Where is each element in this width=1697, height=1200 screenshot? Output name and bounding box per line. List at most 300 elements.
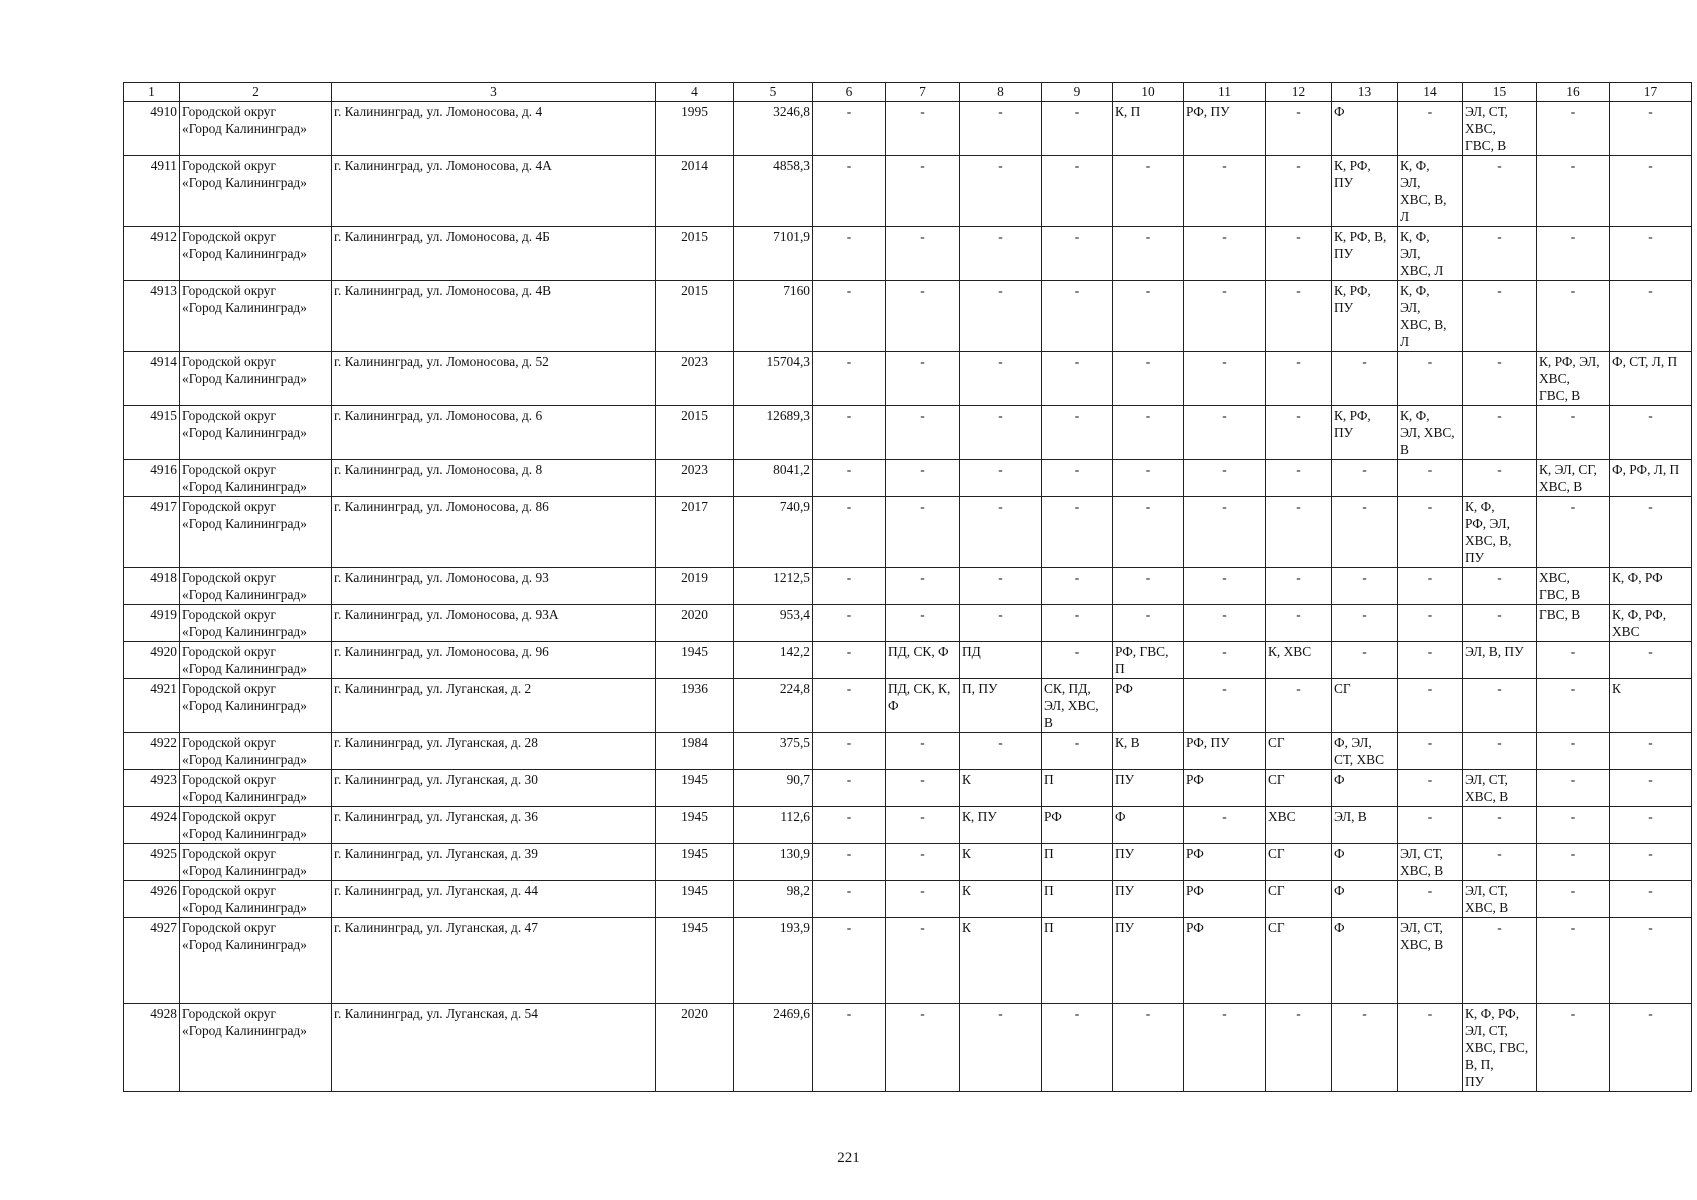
column-number-7: 7: [886, 83, 960, 102]
cell-col-16: -: [1537, 642, 1610, 679]
cell-col-14: -: [1398, 460, 1463, 497]
page-number: 221: [837, 1150, 860, 1166]
cell-col-12: -: [1266, 281, 1332, 352]
cell-col-16: ХВС, ГВС, В: [1537, 568, 1610, 605]
cell-col-4: 2019: [656, 568, 734, 605]
table-row: [124, 679, 1692, 733]
cell-col-8: -: [960, 605, 1042, 642]
cell-col-13: -: [1332, 642, 1398, 679]
cell-col-10: -: [1113, 605, 1184, 642]
cell-col-6: -: [813, 281, 886, 352]
cell-col-4: 1945: [656, 770, 734, 807]
cell-col-16: -: [1537, 497, 1610, 568]
cell-col-7: -: [886, 1004, 960, 1092]
cell-col-11: РФ: [1184, 770, 1266, 807]
column-number-14: 14: [1398, 83, 1463, 102]
column-number-4: 4: [656, 83, 734, 102]
cell-col-5: 8041,2: [734, 460, 813, 497]
cell-col-13: К, РФ, ПУ: [1332, 156, 1398, 227]
cell-col-3: г. Калининград, ул. Ломоносова, д. 4Б: [332, 227, 656, 281]
cell-col-12: -: [1266, 679, 1332, 733]
cell-col-2: Городской округ «Город Калининград»: [180, 497, 332, 568]
cell-col-2: Городской округ «Город Калининград»: [180, 281, 332, 352]
cell-col-14: -: [1398, 568, 1463, 605]
cell-col-16: К, РФ, ЭЛ, ХВС, ГВС, В: [1537, 352, 1610, 406]
cell-col-5: 193,9: [734, 918, 813, 1004]
cell-col-14: -: [1398, 642, 1463, 679]
cell-col-1: 4917: [124, 497, 180, 568]
column-number-row: [124, 83, 1692, 102]
cell-col-4: 2023: [656, 352, 734, 406]
cell-col-8: -: [960, 1004, 1042, 1092]
cell-col-4: 1945: [656, 844, 734, 881]
cell-col-14: -: [1398, 352, 1463, 406]
cell-col-17: -: [1610, 844, 1692, 881]
cell-col-13: -: [1332, 497, 1398, 568]
cell-col-12: -: [1266, 227, 1332, 281]
table-row: [124, 102, 1692, 156]
table-row: [124, 642, 1692, 679]
table-row: [124, 460, 1692, 497]
cell-col-17: -: [1610, 881, 1692, 918]
cell-col-3: г. Калининград, ул. Луганская, д. 39: [332, 844, 656, 881]
cell-col-14: -: [1398, 770, 1463, 807]
cell-col-13: К, РФ, ПУ: [1332, 406, 1398, 460]
cell-col-2: Городской округ «Город Калининград»: [180, 918, 332, 1004]
cell-col-12: -: [1266, 352, 1332, 406]
cell-col-15: ЭЛ, В, ПУ: [1463, 642, 1537, 679]
cell-col-9: -: [1042, 102, 1113, 156]
table-row: [124, 807, 1692, 844]
cell-col-12: -: [1266, 1004, 1332, 1092]
cell-col-4: 2015: [656, 406, 734, 460]
cell-col-13: Ф: [1332, 881, 1398, 918]
cell-col-5: 3246,8: [734, 102, 813, 156]
cell-col-12: -: [1266, 102, 1332, 156]
cell-col-17: -: [1610, 102, 1692, 156]
cell-col-7: -: [886, 733, 960, 770]
cell-col-11: -: [1184, 156, 1266, 227]
cell-col-8: К, ПУ: [960, 807, 1042, 844]
cell-col-4: 1984: [656, 733, 734, 770]
cell-col-13: Ф: [1332, 918, 1398, 1004]
cell-col-15: ЭЛ, СТ, ХВС, В: [1463, 881, 1537, 918]
cell-col-1: 4924: [124, 807, 180, 844]
cell-col-1: 4927: [124, 918, 180, 1004]
cell-col-14: -: [1398, 679, 1463, 733]
cell-col-3: г. Калининград, ул. Ломоносова, д. 6: [332, 406, 656, 460]
cell-col-2: Городской округ «Город Калининград»: [180, 844, 332, 881]
cell-col-3: г. Калининград, ул. Луганская, д. 36: [332, 807, 656, 844]
cell-col-8: -: [960, 568, 1042, 605]
cell-col-10: -: [1113, 460, 1184, 497]
cell-col-11: -: [1184, 227, 1266, 281]
cell-col-17: -: [1610, 497, 1692, 568]
cell-col-14: К, Ф, ЭЛ, ХВС, В: [1398, 406, 1463, 460]
cell-col-9: П: [1042, 844, 1113, 881]
column-number-1: 1: [124, 83, 180, 102]
cell-col-7: ПД, СК, Ф: [886, 642, 960, 679]
column-number-2: 2: [180, 83, 332, 102]
cell-col-10: РФ, ГВС, П: [1113, 642, 1184, 679]
cell-col-10: -: [1113, 227, 1184, 281]
cell-col-2: Городской округ «Город Калининград»: [180, 460, 332, 497]
cell-col-9: -: [1042, 227, 1113, 281]
cell-col-4: 1936: [656, 679, 734, 733]
table-row: [124, 156, 1692, 227]
cell-col-11: РФ: [1184, 844, 1266, 881]
cell-col-11: -: [1184, 642, 1266, 679]
column-number-17: 17: [1610, 83, 1692, 102]
cell-col-3: г. Калининград, ул. Ломоносова, д. 93А: [332, 605, 656, 642]
cell-col-6: -: [813, 406, 886, 460]
cell-col-5: 7160: [734, 281, 813, 352]
cell-col-6: -: [813, 642, 886, 679]
cell-col-9: -: [1042, 733, 1113, 770]
cell-col-7: -: [886, 227, 960, 281]
cell-col-1: 4918: [124, 568, 180, 605]
cell-col-17: -: [1610, 642, 1692, 679]
cell-col-16: -: [1537, 770, 1610, 807]
cell-col-7: -: [886, 406, 960, 460]
cell-col-15: -: [1463, 352, 1537, 406]
cell-col-4: 1945: [656, 881, 734, 918]
cell-col-12: -: [1266, 156, 1332, 227]
cell-col-6: -: [813, 352, 886, 406]
cell-col-17: К: [1610, 679, 1692, 733]
cell-col-2: Городской округ «Город Калининград»: [180, 770, 332, 807]
cell-col-12: -: [1266, 568, 1332, 605]
cell-col-6: -: [813, 770, 886, 807]
cell-col-15: -: [1463, 844, 1537, 881]
cell-col-4: 2015: [656, 281, 734, 352]
cell-col-8: -: [960, 352, 1042, 406]
cell-col-15: -: [1463, 605, 1537, 642]
cell-col-11: -: [1184, 352, 1266, 406]
cell-col-16: -: [1537, 102, 1610, 156]
cell-col-7: -: [886, 918, 960, 1004]
cell-col-14: -: [1398, 807, 1463, 844]
cell-col-1: 4915: [124, 406, 180, 460]
cell-col-4: 1945: [656, 642, 734, 679]
cell-col-8: -: [960, 227, 1042, 281]
cell-col-6: -: [813, 102, 886, 156]
cell-col-3: г. Калининград, ул. Луганская, д. 54: [332, 1004, 656, 1092]
cell-col-16: -: [1537, 679, 1610, 733]
cell-col-16: -: [1537, 807, 1610, 844]
cell-col-13: -: [1332, 1004, 1398, 1092]
cell-col-6: -: [813, 881, 886, 918]
cell-col-12: -: [1266, 605, 1332, 642]
cell-col-1: 4911: [124, 156, 180, 227]
cell-col-1: 4920: [124, 642, 180, 679]
cell-col-3: г. Калининград, ул. Луганская, д. 30: [332, 770, 656, 807]
cell-col-6: -: [813, 807, 886, 844]
cell-col-9: -: [1042, 497, 1113, 568]
cell-col-1: 4925: [124, 844, 180, 881]
table-row: [124, 881, 1692, 918]
cell-col-14: К, Ф, ЭЛ, ХВС, Л: [1398, 227, 1463, 281]
cell-col-1: 4912: [124, 227, 180, 281]
cell-col-16: -: [1537, 844, 1610, 881]
cell-col-16: -: [1537, 281, 1610, 352]
cell-col-9: -: [1042, 156, 1113, 227]
cell-col-8: -: [960, 406, 1042, 460]
cell-col-7: -: [886, 807, 960, 844]
cell-col-16: -: [1537, 406, 1610, 460]
cell-col-7: -: [886, 281, 960, 352]
cell-col-5: 2469,6: [734, 1004, 813, 1092]
cell-col-10: ПУ: [1113, 770, 1184, 807]
cell-col-14: ЭЛ, СТ, ХВС, В: [1398, 844, 1463, 881]
cell-col-7: -: [886, 770, 960, 807]
cell-col-15: -: [1463, 733, 1537, 770]
column-number-13: 13: [1332, 83, 1398, 102]
cell-col-17: -: [1610, 807, 1692, 844]
cell-col-7: -: [886, 605, 960, 642]
cell-col-14: -: [1398, 1004, 1463, 1092]
cell-col-13: СГ: [1332, 679, 1398, 733]
cell-col-9: -: [1042, 642, 1113, 679]
column-number-6: 6: [813, 83, 886, 102]
cell-col-6: -: [813, 1004, 886, 1092]
cell-col-14: -: [1398, 102, 1463, 156]
table-row: [124, 918, 1692, 1004]
cell-col-9: -: [1042, 460, 1113, 497]
cell-col-6: -: [813, 227, 886, 281]
cell-col-13: -: [1332, 460, 1398, 497]
table-row: [124, 497, 1692, 568]
cell-col-15: -: [1463, 281, 1537, 352]
cell-col-11: -: [1184, 497, 1266, 568]
cell-col-7: -: [886, 352, 960, 406]
cell-col-2: Городской округ «Город Калининград»: [180, 1004, 332, 1092]
cell-col-2: Городской округ «Город Калининград»: [180, 881, 332, 918]
cell-col-2: Городской округ «Город Калининград»: [180, 642, 332, 679]
cell-col-6: -: [813, 679, 886, 733]
cell-col-1: 4914: [124, 352, 180, 406]
cell-col-10: РФ: [1113, 679, 1184, 733]
table-row: [124, 406, 1692, 460]
cell-col-7: -: [886, 102, 960, 156]
cell-col-3: г. Калининград, ул. Луганская, д. 28: [332, 733, 656, 770]
table-row: [124, 770, 1692, 807]
cell-col-15: ЭЛ, СТ, ХВС, ГВС, В: [1463, 102, 1537, 156]
cell-col-10: Ф: [1113, 807, 1184, 844]
table-row: [124, 844, 1692, 881]
cell-col-17: -: [1610, 733, 1692, 770]
register-sheet: [123, 82, 1680, 1092]
cell-col-17: -: [1610, 227, 1692, 281]
cell-col-2: Городской округ «Город Калининград»: [180, 352, 332, 406]
cell-col-5: 142,2: [734, 642, 813, 679]
cell-col-3: г. Калининград, ул. Ломоносова, д. 86: [332, 497, 656, 568]
cell-col-16: -: [1537, 156, 1610, 227]
cell-col-7: -: [886, 156, 960, 227]
cell-col-12: СГ: [1266, 733, 1332, 770]
cell-col-2: Городской округ «Город Калининград»: [180, 568, 332, 605]
cell-col-12: -: [1266, 460, 1332, 497]
cell-col-8: ПД: [960, 642, 1042, 679]
cell-col-11: РФ, ПУ: [1184, 102, 1266, 156]
cell-col-5: 98,2: [734, 881, 813, 918]
cell-col-2: Городской округ «Город Калининград»: [180, 227, 332, 281]
cell-col-10: -: [1113, 568, 1184, 605]
cell-col-9: П: [1042, 918, 1113, 1004]
cell-col-5: 15704,3: [734, 352, 813, 406]
cell-col-15: -: [1463, 227, 1537, 281]
cell-col-6: -: [813, 460, 886, 497]
column-number-11: 11: [1184, 83, 1266, 102]
column-number-12: 12: [1266, 83, 1332, 102]
cell-col-13: -: [1332, 568, 1398, 605]
cell-col-11: -: [1184, 1004, 1266, 1092]
cell-col-9: -: [1042, 406, 1113, 460]
cell-col-4: 2017: [656, 497, 734, 568]
cell-col-1: 4916: [124, 460, 180, 497]
cell-col-15: -: [1463, 918, 1537, 1004]
cell-col-7: ПД, СК, К, Ф: [886, 679, 960, 733]
cell-col-17: -: [1610, 156, 1692, 227]
cell-col-3: г. Калининград, ул. Луганская, д. 44: [332, 881, 656, 918]
cell-col-3: г. Калининград, ул. Ломоносова, д. 52: [332, 352, 656, 406]
cell-col-17: К, Ф, РФ, ХВС: [1610, 605, 1692, 642]
table-row: [124, 568, 1692, 605]
cell-col-5: 375,5: [734, 733, 813, 770]
cell-col-4: 2020: [656, 605, 734, 642]
cell-col-15: -: [1463, 460, 1537, 497]
cell-col-10: -: [1113, 156, 1184, 227]
cell-col-8: П, ПУ: [960, 679, 1042, 733]
cell-col-11: -: [1184, 679, 1266, 733]
cell-col-10: К, В: [1113, 733, 1184, 770]
cell-col-15: -: [1463, 156, 1537, 227]
cell-col-2: Городской округ «Город Калининград»: [180, 406, 332, 460]
cell-col-10: ПУ: [1113, 881, 1184, 918]
cell-col-12: К, ХВС: [1266, 642, 1332, 679]
cell-col-11: -: [1184, 281, 1266, 352]
column-number-8: 8: [960, 83, 1042, 102]
cell-col-3: г. Калининград, ул. Ломоносова, д. 8: [332, 460, 656, 497]
cell-col-4: 2015: [656, 227, 734, 281]
cell-col-16: ГВС, В: [1537, 605, 1610, 642]
column-number-5: 5: [734, 83, 813, 102]
cell-col-17: -: [1610, 406, 1692, 460]
cell-col-10: -: [1113, 497, 1184, 568]
cell-col-11: -: [1184, 568, 1266, 605]
cell-col-14: К, Ф, ЭЛ, ХВС, В, Л: [1398, 156, 1463, 227]
cell-col-7: -: [886, 881, 960, 918]
cell-col-13: Ф: [1332, 102, 1398, 156]
cell-col-2: Городской округ «Город Калининград»: [180, 733, 332, 770]
cell-col-9: -: [1042, 1004, 1113, 1092]
cell-col-11: -: [1184, 807, 1266, 844]
column-number-10: 10: [1113, 83, 1184, 102]
table-body: [124, 83, 1692, 1092]
cell-col-10: -: [1113, 406, 1184, 460]
cell-col-17: -: [1610, 770, 1692, 807]
cell-col-3: г. Калининград, ул. Ломоносова, д. 4В: [332, 281, 656, 352]
cell-col-10: -: [1113, 281, 1184, 352]
cell-col-6: -: [813, 605, 886, 642]
cell-col-17: -: [1610, 281, 1692, 352]
cell-col-17: -: [1610, 1004, 1692, 1092]
column-number-16: 16: [1537, 83, 1610, 102]
cell-col-9: П: [1042, 770, 1113, 807]
cell-col-12: СГ: [1266, 770, 1332, 807]
cell-col-16: -: [1537, 733, 1610, 770]
cell-col-16: -: [1537, 227, 1610, 281]
cell-col-13: К, РФ, ПУ: [1332, 281, 1398, 352]
cell-col-11: -: [1184, 460, 1266, 497]
cell-col-8: К: [960, 881, 1042, 918]
cell-col-8: -: [960, 733, 1042, 770]
cell-col-1: 4913: [124, 281, 180, 352]
cell-col-2: Городской округ «Город Калининград»: [180, 605, 332, 642]
cell-col-14: -: [1398, 733, 1463, 770]
cell-col-14: -: [1398, 497, 1463, 568]
cell-col-5: 4858,3: [734, 156, 813, 227]
cell-col-4: 2023: [656, 460, 734, 497]
cell-col-9: -: [1042, 605, 1113, 642]
cell-col-1: 4921: [124, 679, 180, 733]
column-number-3: 3: [332, 83, 656, 102]
cell-col-1: 4919: [124, 605, 180, 642]
cell-col-12: -: [1266, 406, 1332, 460]
cell-col-12: СГ: [1266, 881, 1332, 918]
cell-col-15: -: [1463, 807, 1537, 844]
cell-col-13: К, РФ, В, ПУ: [1332, 227, 1398, 281]
cell-col-6: -: [813, 733, 886, 770]
cell-col-14: -: [1398, 605, 1463, 642]
cell-col-10: К, П: [1113, 102, 1184, 156]
cell-col-3: г. Калининград, ул. Ломоносова, д. 4А: [332, 156, 656, 227]
cell-col-15: -: [1463, 679, 1537, 733]
cell-col-9: -: [1042, 281, 1113, 352]
cell-col-7: -: [886, 460, 960, 497]
cell-col-8: К: [960, 770, 1042, 807]
cell-col-10: ПУ: [1113, 918, 1184, 1004]
cell-col-3: г. Калининград, ул. Луганская, д. 2: [332, 679, 656, 733]
cell-col-17: К, Ф, РФ: [1610, 568, 1692, 605]
cell-col-7: -: [886, 844, 960, 881]
cell-col-6: -: [813, 497, 886, 568]
cell-col-4: 2020: [656, 1004, 734, 1092]
cell-col-9: -: [1042, 568, 1113, 605]
cell-col-8: К: [960, 918, 1042, 1004]
cell-col-3: г. Калининград, ул. Ломоносова, д. 96: [332, 642, 656, 679]
cell-col-9: П: [1042, 881, 1113, 918]
cell-col-11: РФ: [1184, 881, 1266, 918]
cell-col-17: Ф, СТ, Л, П: [1610, 352, 1692, 406]
cell-col-16: -: [1537, 918, 1610, 1004]
cell-col-14: ЭЛ, СТ, ХВС, В: [1398, 918, 1463, 1004]
cell-col-11: -: [1184, 605, 1266, 642]
cell-col-9: СК, ПД, ЭЛ, ХВС, В: [1042, 679, 1113, 733]
cell-col-6: -: [813, 844, 886, 881]
cell-col-15: -: [1463, 406, 1537, 460]
cell-col-3: г. Калининград, ул. Луганская, д. 47: [332, 918, 656, 1004]
cell-col-16: -: [1537, 1004, 1610, 1092]
cell-col-10: ПУ: [1113, 844, 1184, 881]
table-row: [124, 605, 1692, 642]
cell-col-13: Ф: [1332, 770, 1398, 807]
cell-col-15: ЭЛ, СТ, ХВС, В: [1463, 770, 1537, 807]
cell-col-1: 4910: [124, 102, 180, 156]
cell-col-9: -: [1042, 352, 1113, 406]
cell-col-3: г. Калининград, ул. Ломоносова, д. 4: [332, 102, 656, 156]
cell-col-2: Городской округ «Город Калининград»: [180, 102, 332, 156]
